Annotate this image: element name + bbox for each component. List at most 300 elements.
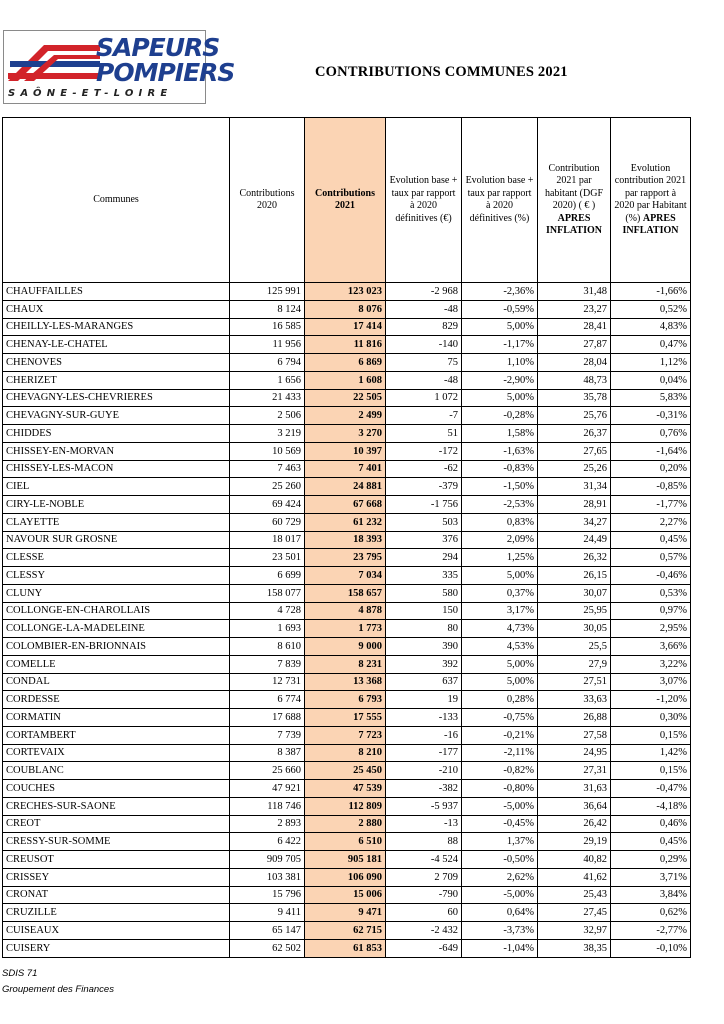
commune-name: CIEL: [3, 478, 230, 496]
evolution-euro: 80: [386, 620, 462, 638]
evolution-percent: 0,83%: [462, 513, 538, 531]
contribution-per-inhabitant: 31,48: [538, 283, 611, 301]
table-row: [3, 460, 691, 478]
contribution-2020: 23 501: [230, 549, 305, 567]
evolution-euro: -1 756: [386, 496, 462, 514]
contribution-per-inhabitant: 28,04: [538, 354, 611, 372]
contribution-2021: 123 023: [305, 283, 386, 301]
evolution-euro: -2 968: [386, 283, 462, 301]
evolution-percent: -2,36%: [462, 283, 538, 301]
table-row: [3, 904, 691, 922]
table-row: [3, 336, 691, 354]
contribution-2021: 25 450: [305, 762, 386, 780]
table-row: [3, 371, 691, 389]
table-row: [3, 726, 691, 744]
commune-name: CHISSEY-LES-MACON: [3, 460, 230, 478]
evolution-percent: -0,50%: [462, 851, 538, 869]
table-row: [3, 744, 691, 762]
contribution-2020: 10 569: [230, 442, 305, 460]
contribution-2021: 8 231: [305, 655, 386, 673]
header-evolution-percent: Evolution base + taux par rapport à 2020 définitives (%): [462, 118, 538, 283]
contribution-2020: 7 463: [230, 460, 305, 478]
contribution-2021: 8 076: [305, 300, 386, 318]
evolution-euro: 390: [386, 638, 462, 656]
evolution-euro: -210: [386, 762, 462, 780]
commune-name: CUISEAUX: [3, 922, 230, 940]
evolution-per-inhabitant: 0,15%: [611, 762, 691, 780]
evolution-percent: 0,37%: [462, 584, 538, 602]
evolution-percent: 5,00%: [462, 673, 538, 691]
table-row: [3, 283, 691, 301]
contribution-per-inhabitant: 26,88: [538, 709, 611, 727]
evolution-per-inhabitant: 4,83%: [611, 318, 691, 336]
evolution-percent: 5,00%: [462, 567, 538, 585]
evolution-percent: -0,80%: [462, 780, 538, 798]
contribution-2021: 106 090: [305, 868, 386, 886]
contribution-2021: 7 034: [305, 567, 386, 585]
evolution-per-inhabitant: 2,95%: [611, 620, 691, 638]
contribution-2020: 11 956: [230, 336, 305, 354]
evolution-per-inhabitant: 3,84%: [611, 886, 691, 904]
evolution-percent: 5,00%: [462, 318, 538, 336]
header-evolution-per-inhabitant: Evolution contribution 2021 par rapport à 2020 par Habitant (%) APRES INFLATION: [611, 118, 691, 283]
table-row: [3, 638, 691, 656]
contribution-2021: 17 555: [305, 709, 386, 727]
evolution-percent: 4,53%: [462, 638, 538, 656]
evolution-per-inhabitant: -0,85%: [611, 478, 691, 496]
evolution-per-inhabitant: -1,66%: [611, 283, 691, 301]
commune-name: CHISSEY-EN-MORVAN: [3, 442, 230, 460]
contribution-2020: 47 921: [230, 780, 305, 798]
evolution-euro: -140: [386, 336, 462, 354]
evolution-per-inhabitant: 0,62%: [611, 904, 691, 922]
evolution-euro: -5 937: [386, 797, 462, 815]
commune-name: COLOMBIER-EN-BRIONNAIS: [3, 638, 230, 656]
evolution-per-inhabitant: 3,22%: [611, 655, 691, 673]
logo-line2: POMPIERS: [96, 58, 235, 87]
commune-name: CHENAY-LE-CHATEL: [3, 336, 230, 354]
contribution-2021: 23 795: [305, 549, 386, 567]
contribution-2021: 112 809: [305, 797, 386, 815]
commune-name: NAVOUR SUR GROSNE: [3, 531, 230, 549]
commune-name: CHENOVES: [3, 354, 230, 372]
contribution-2021: 4 878: [305, 602, 386, 620]
contribution-2021: 9 000: [305, 638, 386, 656]
evolution-euro: -172: [386, 442, 462, 460]
contribution-2021: 47 539: [305, 780, 386, 798]
contribution-per-inhabitant: 27,65: [538, 442, 611, 460]
table-body: [3, 283, 691, 958]
table-row: [3, 425, 691, 443]
header-evolution-euro: Evolution base + taux par rapport à 2020 définitives (€): [386, 118, 462, 283]
contribution-2020: 25 260: [230, 478, 305, 496]
evolution-euro: -48: [386, 371, 462, 389]
commune-name: CUISERY: [3, 939, 230, 957]
contribution-2021: 11 816: [305, 336, 386, 354]
evolution-per-inhabitant: 3,66%: [611, 638, 691, 656]
contribution-2021: 61 232: [305, 513, 386, 531]
contribution-2021: 7 723: [305, 726, 386, 744]
evolution-euro: 88: [386, 833, 462, 851]
commune-name: CRESSY-SUR-SOMME: [3, 833, 230, 851]
commune-name: CHEVAGNY-SUR-GUYE: [3, 407, 230, 425]
contribution-per-inhabitant: 26,37: [538, 425, 611, 443]
contribution-2021: 2 880: [305, 815, 386, 833]
commune-name: COLLONGE-EN-CHAROLLAIS: [3, 602, 230, 620]
table-row: [3, 833, 691, 851]
contribution-2021: 2 499: [305, 407, 386, 425]
evolution-euro: -48: [386, 300, 462, 318]
contribution-2020: 2 506: [230, 407, 305, 425]
contribution-per-inhabitant: 24,49: [538, 531, 611, 549]
evolution-euro: -2 432: [386, 922, 462, 940]
contribution-2021: 61 853: [305, 939, 386, 957]
contribution-2020: 118 746: [230, 797, 305, 815]
evolution-per-inhabitant: 1,42%: [611, 744, 691, 762]
evolution-percent: -1,17%: [462, 336, 538, 354]
contribution-per-inhabitant: 24,95: [538, 744, 611, 762]
evolution-percent: -0,75%: [462, 709, 538, 727]
evolution-per-inhabitant: 0,57%: [611, 549, 691, 567]
table-row: [3, 939, 691, 957]
table-row: [3, 318, 691, 336]
evolution-per-inhabitant: 0,76%: [611, 425, 691, 443]
commune-name: COUBLANC: [3, 762, 230, 780]
evolution-percent: -1,04%: [462, 939, 538, 957]
contributions-table: [2, 117, 691, 958]
evolution-percent: -2,53%: [462, 496, 538, 514]
contribution-2020: 15 796: [230, 886, 305, 904]
contribution-2021: 8 210: [305, 744, 386, 762]
contribution-2020: 125 991: [230, 283, 305, 301]
table-row: [3, 673, 691, 691]
evolution-per-inhabitant: 0,97%: [611, 602, 691, 620]
contribution-per-inhabitant: 27,31: [538, 762, 611, 780]
table-row: [3, 886, 691, 904]
contribution-2020: 16 585: [230, 318, 305, 336]
evolution-euro: -7: [386, 407, 462, 425]
table-row: [3, 602, 691, 620]
commune-name: COMELLE: [3, 655, 230, 673]
evolution-per-inhabitant: 0,47%: [611, 336, 691, 354]
contribution-per-inhabitant: 27,9: [538, 655, 611, 673]
contribution-2020: 3 219: [230, 425, 305, 443]
contribution-2020: 1 656: [230, 371, 305, 389]
contribution-per-inhabitant: 34,27: [538, 513, 611, 531]
evolution-percent: -2,90%: [462, 371, 538, 389]
contribution-per-inhabitant: 27,51: [538, 673, 611, 691]
evolution-percent: -1,63%: [462, 442, 538, 460]
commune-name: CHAUX: [3, 300, 230, 318]
evolution-euro: 335: [386, 567, 462, 585]
contribution-2021: 18 393: [305, 531, 386, 549]
contribution-per-inhabitant: 33,63: [538, 691, 611, 709]
contribution-2020: 8 124: [230, 300, 305, 318]
contribution-2021: 10 397: [305, 442, 386, 460]
evolution-percent: 5,00%: [462, 655, 538, 673]
contribution-per-inhabitant: 25,26: [538, 460, 611, 478]
header-contributions-2020: Contributions 2020: [230, 118, 305, 283]
contribution-per-inhabitant: 30,05: [538, 620, 611, 638]
table-row: [3, 780, 691, 798]
evolution-euro: 1 072: [386, 389, 462, 407]
table-row: [3, 531, 691, 549]
commune-name: CHEILLY-LES-MARANGES: [3, 318, 230, 336]
contribution-per-inhabitant: 38,35: [538, 939, 611, 957]
table-row: [3, 496, 691, 514]
evolution-euro: 150: [386, 602, 462, 620]
contribution-2021: 67 668: [305, 496, 386, 514]
table-row: [3, 389, 691, 407]
evolution-per-inhabitant: 0,53%: [611, 584, 691, 602]
contribution-2020: 6 794: [230, 354, 305, 372]
footer-organization: SDIS 71: [2, 968, 38, 979]
contribution-2020: 60 729: [230, 513, 305, 531]
evolution-euro: -177: [386, 744, 462, 762]
commune-name: CRONAT: [3, 886, 230, 904]
evolution-per-inhabitant: 0,45%: [611, 833, 691, 851]
table-row: [3, 442, 691, 460]
commune-name: CONDAL: [3, 673, 230, 691]
commune-name: CLESSY: [3, 567, 230, 585]
evolution-per-inhabitant: 5,83%: [611, 389, 691, 407]
commune-name: CORDESSE: [3, 691, 230, 709]
evolution-percent: 1,10%: [462, 354, 538, 372]
evolution-euro: 19: [386, 691, 462, 709]
contribution-2021: 22 505: [305, 389, 386, 407]
table-row: [3, 762, 691, 780]
contribution-per-inhabitant: 26,32: [538, 549, 611, 567]
evolution-per-inhabitant: 0,04%: [611, 371, 691, 389]
commune-name: CORMATIN: [3, 709, 230, 727]
evolution-euro: -16: [386, 726, 462, 744]
evolution-per-inhabitant: 0,15%: [611, 726, 691, 744]
evolution-percent: 1,37%: [462, 833, 538, 851]
commune-name: CLAYETTE: [3, 513, 230, 531]
table-row: [3, 691, 691, 709]
evolution-percent: -0,21%: [462, 726, 538, 744]
contribution-per-inhabitant: 41,62: [538, 868, 611, 886]
commune-name: CORTAMBERT: [3, 726, 230, 744]
evolution-percent: -0,59%: [462, 300, 538, 318]
commune-name: CRECHES-SUR-SAONE: [3, 797, 230, 815]
evolution-percent: 0,64%: [462, 904, 538, 922]
contribution-2020: 65 147: [230, 922, 305, 940]
contribution-per-inhabitant: 36,64: [538, 797, 611, 815]
commune-name: CORTEVAIX: [3, 744, 230, 762]
contribution-2020: 69 424: [230, 496, 305, 514]
contribution-per-inhabitant: 28,41: [538, 318, 611, 336]
header-communes: Communes: [3, 118, 230, 283]
evolution-euro: 376: [386, 531, 462, 549]
table-row: [3, 478, 691, 496]
table-row: [3, 868, 691, 886]
evolution-percent: 2,09%: [462, 531, 538, 549]
evolution-euro: -4 524: [386, 851, 462, 869]
header-contributions-2021: Contributions 2021: [305, 118, 386, 283]
evolution-per-inhabitant: 0,30%: [611, 709, 691, 727]
contribution-2021: 6 793: [305, 691, 386, 709]
evolution-per-inhabitant: -2,77%: [611, 922, 691, 940]
evolution-euro: 829: [386, 318, 462, 336]
evolution-euro: 75: [386, 354, 462, 372]
contribution-2021: 62 715: [305, 922, 386, 940]
commune-name: CHIDDES: [3, 425, 230, 443]
evolution-euro: 580: [386, 584, 462, 602]
footer-department: Groupement des Finances: [2, 984, 114, 995]
contribution-2020: 2 893: [230, 815, 305, 833]
contribution-2021: 9 471: [305, 904, 386, 922]
contribution-2020: 909 705: [230, 851, 305, 869]
table-row: [3, 815, 691, 833]
evolution-euro: -382: [386, 780, 462, 798]
evolution-percent: 1,58%: [462, 425, 538, 443]
contribution-2020: 4 728: [230, 602, 305, 620]
header-contribution-per-inhabitant: Contribution 2021 par habitant (DGF 2020) ( € ) APRES INFLATION: [538, 118, 611, 283]
evolution-per-inhabitant: 3,71%: [611, 868, 691, 886]
table-row: [3, 549, 691, 567]
contribution-2020: 62 502: [230, 939, 305, 957]
contribution-per-inhabitant: 31,63: [538, 780, 611, 798]
evolution-euro: 60: [386, 904, 462, 922]
contribution-per-inhabitant: 25,43: [538, 886, 611, 904]
commune-name: CHEVAGNY-LES-CHEVRIERES: [3, 389, 230, 407]
commune-name: CLUNY: [3, 584, 230, 602]
evolution-euro: 294: [386, 549, 462, 567]
contribution-per-inhabitant: 25,95: [538, 602, 611, 620]
contribution-2021: 6 510: [305, 833, 386, 851]
evolution-per-inhabitant: 0,29%: [611, 851, 691, 869]
evolution-per-inhabitant: -1,64%: [611, 442, 691, 460]
contribution-2020: 7 839: [230, 655, 305, 673]
table-row: [3, 584, 691, 602]
evolution-per-inhabitant: -4,18%: [611, 797, 691, 815]
evolution-percent: -5,00%: [462, 886, 538, 904]
evolution-euro: 51: [386, 425, 462, 443]
evolution-per-inhabitant: 0,52%: [611, 300, 691, 318]
table-row: [3, 567, 691, 585]
evolution-per-inhabitant: 0,46%: [611, 815, 691, 833]
evolution-per-inhabitant: -1,77%: [611, 496, 691, 514]
contribution-2020: 18 017: [230, 531, 305, 549]
contribution-per-inhabitant: 25,76: [538, 407, 611, 425]
table-row: [3, 513, 691, 531]
commune-name: CIRY-LE-NOBLE: [3, 496, 230, 514]
contribution-2020: 12 731: [230, 673, 305, 691]
evolution-percent: -1,50%: [462, 478, 538, 496]
evolution-percent: 5,00%: [462, 389, 538, 407]
evolution-euro: 2 709: [386, 868, 462, 886]
contribution-2020: 21 433: [230, 389, 305, 407]
table-row: [3, 709, 691, 727]
contribution-2021: 1 608: [305, 371, 386, 389]
evolution-per-inhabitant: -0,47%: [611, 780, 691, 798]
table-row: [3, 620, 691, 638]
evolution-per-inhabitant: 0,20%: [611, 460, 691, 478]
contribution-per-inhabitant: 28,91: [538, 496, 611, 514]
evolution-percent: -0,28%: [462, 407, 538, 425]
evolution-percent: 1,25%: [462, 549, 538, 567]
evolution-euro: -62: [386, 460, 462, 478]
evolution-per-inhabitant: -0,10%: [611, 939, 691, 957]
commune-name: CLESSE: [3, 549, 230, 567]
table-row: [3, 655, 691, 673]
commune-name: CRISSEY: [3, 868, 230, 886]
contribution-per-inhabitant: 40,82: [538, 851, 611, 869]
evolution-per-inhabitant: 2,27%: [611, 513, 691, 531]
contribution-2021: 7 401: [305, 460, 386, 478]
commune-name: CREUSOT: [3, 851, 230, 869]
contribution-per-inhabitant: 31,34: [538, 478, 611, 496]
commune-name: COUCHES: [3, 780, 230, 798]
commune-name: COLLONGE-LA-MADELEINE: [3, 620, 230, 638]
contribution-2020: 6 422: [230, 833, 305, 851]
evolution-per-inhabitant: -1,20%: [611, 691, 691, 709]
evolution-percent: -0,45%: [462, 815, 538, 833]
contribution-2021: 24 881: [305, 478, 386, 496]
evolution-euro: -13: [386, 815, 462, 833]
evolution-euro: 503: [386, 513, 462, 531]
contribution-2021: 13 368: [305, 673, 386, 691]
contribution-2020: 9 411: [230, 904, 305, 922]
evolution-euro: -649: [386, 939, 462, 957]
contribution-per-inhabitant: 27,58: [538, 726, 611, 744]
contribution-2020: 8 610: [230, 638, 305, 656]
contribution-per-inhabitant: 26,42: [538, 815, 611, 833]
evolution-percent: 2,62%: [462, 868, 538, 886]
table-row: [3, 797, 691, 815]
table-row: [3, 851, 691, 869]
contribution-2020: 158 077: [230, 584, 305, 602]
sdis-logo: [3, 30, 235, 104]
evolution-euro: -790: [386, 886, 462, 904]
contribution-2020: 7 739: [230, 726, 305, 744]
evolution-percent: 3,17%: [462, 602, 538, 620]
evolution-euro: -379: [386, 478, 462, 496]
contribution-per-inhabitant: 27,87: [538, 336, 611, 354]
contribution-per-inhabitant: 26,15: [538, 567, 611, 585]
contribution-per-inhabitant: 32,97: [538, 922, 611, 940]
contribution-2021: 3 270: [305, 425, 386, 443]
commune-name: CREOT: [3, 815, 230, 833]
evolution-euro: 637: [386, 673, 462, 691]
contribution-per-inhabitant: 23,27: [538, 300, 611, 318]
contribution-per-inhabitant: 48,73: [538, 371, 611, 389]
evolution-percent: 4,73%: [462, 620, 538, 638]
contribution-2020: 103 381: [230, 868, 305, 886]
logo-subtitle: SAÔNE-ET-LOIRE: [8, 88, 173, 99]
evolution-percent: -0,83%: [462, 460, 538, 478]
contribution-2020: 6 774: [230, 691, 305, 709]
evolution-per-inhabitant: 3,07%: [611, 673, 691, 691]
evolution-percent: -0,82%: [462, 762, 538, 780]
contribution-2021: 17 414: [305, 318, 386, 336]
contribution-2020: 6 699: [230, 567, 305, 585]
logo-line1: SAPEURS: [96, 33, 220, 62]
commune-name: CHAUFFAILLES: [3, 283, 230, 301]
evolution-euro: 392: [386, 655, 462, 673]
contribution-2021: 15 006: [305, 886, 386, 904]
contribution-2021: 1 773: [305, 620, 386, 638]
commune-name: CRUZILLE: [3, 904, 230, 922]
evolution-per-inhabitant: -0,46%: [611, 567, 691, 585]
evolution-euro: -133: [386, 709, 462, 727]
table-header-row: [3, 118, 691, 283]
contribution-2021: 6 869: [305, 354, 386, 372]
table-row: [3, 300, 691, 318]
contribution-per-inhabitant: 30,07: [538, 584, 611, 602]
contribution-per-inhabitant: 27,45: [538, 904, 611, 922]
